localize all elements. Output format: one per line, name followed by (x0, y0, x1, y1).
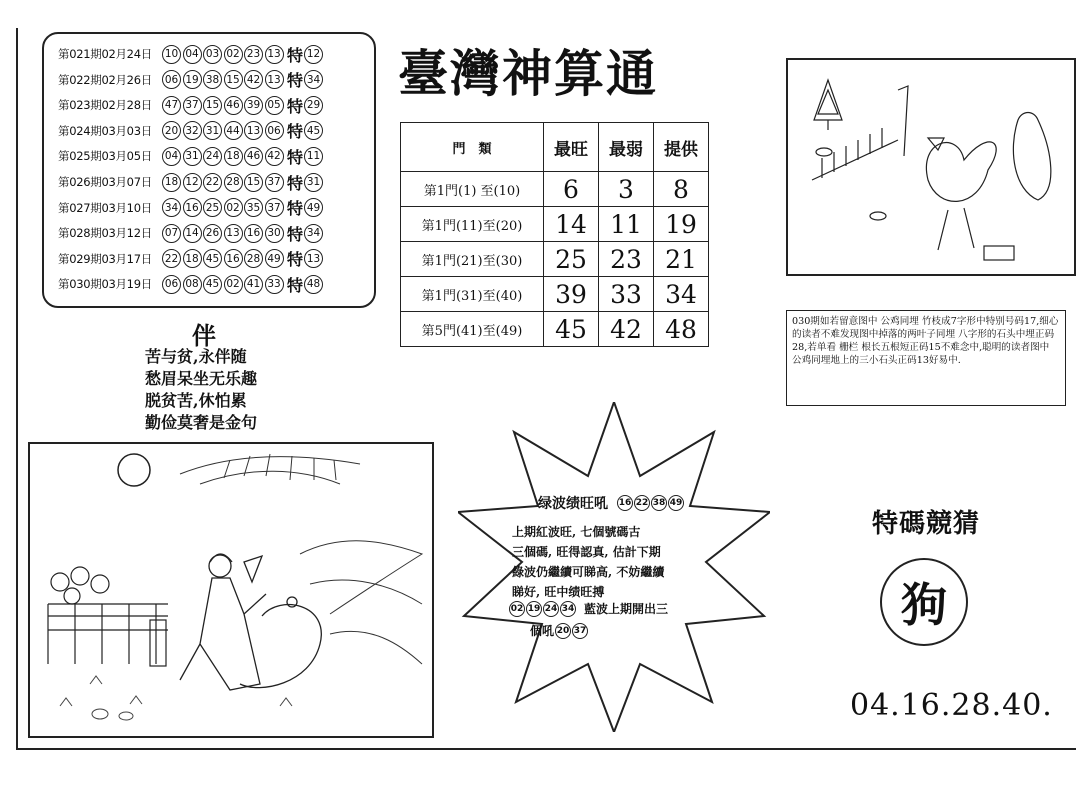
number-ball: 45 (203, 249, 222, 268)
cell-strongest: 25 (544, 242, 599, 277)
table-header-row (401, 123, 709, 172)
number-ball: 20 (162, 121, 181, 140)
number-ball: 10 (162, 45, 181, 64)
special-label: 特 (287, 224, 304, 244)
number-ball: 31 (203, 121, 222, 140)
special-label: 特 (287, 122, 304, 142)
poem-title: 伴 (192, 321, 216, 350)
special-number-ball: 13 (304, 249, 323, 268)
number-ball: 02 (224, 275, 243, 294)
special-guess-title: 特碼競猜 (872, 509, 981, 539)
number-ball: 45 (203, 275, 222, 294)
poem-body (145, 346, 257, 434)
number-ball: 15 (203, 96, 222, 115)
star-last-line (530, 622, 588, 639)
number-ball: 42 (265, 147, 284, 166)
number-ball: 08 (183, 275, 202, 294)
guess-numbers: 04.16.28.40. (850, 688, 1053, 723)
history-row-label: 第025期03月05日 (58, 149, 152, 164)
cell-weakest: 33 (599, 277, 654, 312)
number-ball: 22 (162, 249, 181, 268)
special-number-ball: 11 (304, 147, 323, 166)
row-label: 第1門(11)至(20) (401, 207, 544, 242)
history-row-label: 第027期03月10日 (58, 200, 152, 215)
number-ball: 49 (668, 495, 684, 511)
number-ball: 33 (265, 275, 284, 294)
special-label: 特 (287, 199, 304, 219)
star-line: 睇好, 旺中绩旺搏 (512, 585, 605, 599)
number-ball: 18 (183, 249, 202, 268)
puzzle-note: 030期如若留意图中 公鸡同埋 竹枝成7字形中特别号码17,细心的读者不难发现图中掉落的两叶子同埋 八字形的石头中埋正码28,若单看 栅栏 根长五根短正码15不难念中,聪明的读者图中 公鸡同埋地上的三小石头正码13好易中. (786, 310, 1066, 406)
number-ball: 06 (162, 70, 181, 89)
number-ball: 06 (162, 275, 181, 294)
poem-line: 苦与贫,永伴随 (145, 347, 247, 366)
number-ball: 26 (203, 224, 222, 243)
table-row (401, 207, 709, 242)
star-heading-text: 绿波绩旺吼 (538, 496, 608, 512)
history-row-label: 第028期03月12日 (58, 226, 152, 241)
table-row (401, 172, 709, 207)
number-ball: 31 (183, 147, 202, 166)
rooster-scene-drawing (788, 60, 1074, 274)
special-label: 特 (287, 45, 304, 65)
row-label: 第1門(31)至(40) (401, 277, 544, 312)
number-ball: 22 (634, 495, 650, 511)
row-label: 第5門(41)至(49) (401, 312, 544, 347)
number-ball: 14 (183, 224, 202, 243)
cell-strongest: 6 (544, 172, 599, 207)
number-ball: 04 (183, 45, 202, 64)
special-label: 特 (287, 173, 304, 193)
number-ball: 41 (244, 275, 263, 294)
number-ball: 18 (224, 147, 243, 166)
number-ball: 13 (265, 70, 284, 89)
history-row-label: 第024期03月03日 (58, 123, 152, 138)
number-ball: 19 (183, 70, 202, 89)
history-row-label: 第026期03月07日 (58, 175, 152, 189)
cell-weakest: 11 (599, 207, 654, 242)
header-strongest: 最旺 (544, 123, 599, 172)
poem-line: 脱贫苦,休怕累 (145, 391, 247, 410)
history-row (58, 68, 325, 92)
history-row (58, 170, 325, 194)
number-ball: 13 (265, 45, 284, 64)
number-ball: 22 (203, 173, 222, 192)
history-row-label: 第023期02月28日 (58, 98, 152, 113)
illustration-lady-scene (28, 442, 434, 738)
number-ball: 13 (244, 121, 263, 140)
illustration-rooster-scene (786, 58, 1076, 276)
number-ball: 34 (162, 198, 181, 217)
star-heading (538, 493, 684, 513)
special-label: 特 (287, 96, 304, 116)
number-ball: 06 (265, 121, 284, 140)
number-ball: 16 (183, 198, 202, 217)
draw-history-panel (42, 32, 376, 308)
row-label: 第1門(1) 至(10) (401, 172, 544, 207)
number-ball: 23 (244, 45, 263, 64)
star-body (512, 522, 664, 602)
star-bottom-text: 藍波上期開出三 (584, 602, 669, 616)
star-bottom-line (508, 600, 668, 617)
number-ball: 28 (244, 249, 263, 268)
number-ball: 49 (265, 249, 284, 268)
history-row (58, 144, 325, 168)
cell-weakest: 23 (599, 242, 654, 277)
zodiac-answer: 狗 (901, 578, 947, 632)
number-ball: 37 (572, 623, 588, 639)
number-ball: 05 (265, 96, 284, 115)
history-row (58, 221, 325, 245)
table-row (401, 242, 709, 277)
cell-provided: 8 (654, 172, 709, 207)
number-ball: 25 (203, 198, 222, 217)
cell-weakest: 42 (599, 312, 654, 347)
table-row (401, 277, 709, 312)
star-line: 三個碼, 旺得認真, 估計下期 (512, 545, 661, 559)
special-label: 特 (287, 250, 304, 270)
number-ball: 37 (183, 96, 202, 115)
number-ball: 16 (617, 495, 633, 511)
special-label: 特 (287, 275, 304, 295)
number-ball: 16 (224, 249, 243, 268)
special-number-ball: 12 (304, 45, 323, 64)
cell-provided: 34 (654, 277, 709, 312)
number-ball: 32 (183, 121, 202, 140)
special-number-ball: 31 (304, 173, 323, 192)
history-row-label: 第029期03月17日 (58, 251, 152, 266)
history-row (58, 196, 325, 220)
number-ball: 38 (203, 70, 222, 89)
history-row (58, 42, 325, 66)
header-category: 門 類 (401, 123, 544, 172)
number-ball: 24 (203, 147, 222, 166)
special-number-ball: 34 (304, 70, 323, 89)
poem-line: 勤俭莫奢是金句 (145, 413, 258, 432)
number-ball: 15 (224, 70, 243, 89)
number-ball: 19 (526, 601, 542, 617)
special-number-ball: 29 (304, 96, 323, 115)
lady-scene-drawing (30, 444, 432, 736)
number-ball: 02 (224, 45, 243, 64)
number-ball: 24 (543, 601, 559, 617)
number-ball: 46 (244, 147, 263, 166)
number-ball: 39 (244, 96, 263, 115)
number-ball: 03 (203, 45, 222, 64)
cell-weakest: 3 (599, 172, 654, 207)
number-ball: 20 (555, 623, 571, 639)
number-ball: 04 (162, 147, 181, 166)
poem-line: 愁眉呆坐无乐趣 (145, 369, 258, 388)
number-ball: 16 (244, 224, 263, 243)
left-border-line (16, 28, 18, 748)
history-row (58, 93, 325, 117)
history-row-label: 第021期02月24日 (58, 47, 152, 61)
special-label: 特 (287, 147, 304, 167)
zodiac-answer-circle (880, 558, 968, 646)
history-row-label: 第030期03月19日 (58, 277, 152, 292)
special-label: 特 (287, 71, 304, 91)
cell-provided: 48 (654, 312, 709, 347)
number-ball: 47 (162, 96, 181, 115)
header-weakest: 最弱 (599, 123, 654, 172)
special-number-ball: 45 (304, 121, 323, 140)
bottom-border-line (16, 748, 1076, 750)
number-ball: 13 (224, 224, 243, 243)
special-number-ball: 49 (304, 198, 323, 217)
history-row-label: 第022期02月26日 (58, 72, 152, 87)
star-line: 綠波仍繼續可睇高, 不妨繼續 (512, 565, 665, 579)
number-ball: 12 (183, 173, 202, 192)
star-line: 上期紅波旺, 七個號碼古 (512, 525, 641, 539)
history-row (58, 247, 325, 271)
number-ball: 28 (224, 173, 243, 192)
number-ball: 34 (560, 601, 576, 617)
number-ball: 02 (509, 601, 525, 617)
page-title: 臺灣神算通 (398, 44, 658, 103)
number-ball: 37 (265, 173, 284, 192)
cell-strongest: 14 (544, 207, 599, 242)
special-number-ball: 48 (304, 275, 323, 294)
number-ball: 37 (265, 198, 284, 217)
star-last-prefix: 個吼 (530, 624, 555, 638)
cell-provided: 19 (654, 207, 709, 242)
special-number-ball: 34 (304, 224, 323, 243)
row-label: 第1門(21)至(30) (401, 242, 544, 277)
number-ball: 38 (651, 495, 667, 511)
number-ball: 07 (162, 224, 181, 243)
number-ball: 15 (244, 173, 263, 192)
cell-strongest: 45 (544, 312, 599, 347)
number-ball: 30 (265, 224, 284, 243)
number-ball: 02 (224, 198, 243, 217)
number-ball: 44 (224, 121, 243, 140)
cell-provided: 21 (654, 242, 709, 277)
number-ball: 18 (162, 173, 181, 192)
header-provided: 提供 (654, 123, 709, 172)
history-row (58, 272, 325, 296)
gate-table (400, 122, 709, 347)
number-ball: 35 (244, 198, 263, 217)
number-ball: 42 (244, 70, 263, 89)
table-row (401, 312, 709, 347)
number-ball: 46 (224, 96, 243, 115)
cell-strongest: 39 (544, 277, 599, 312)
history-row (58, 119, 325, 143)
